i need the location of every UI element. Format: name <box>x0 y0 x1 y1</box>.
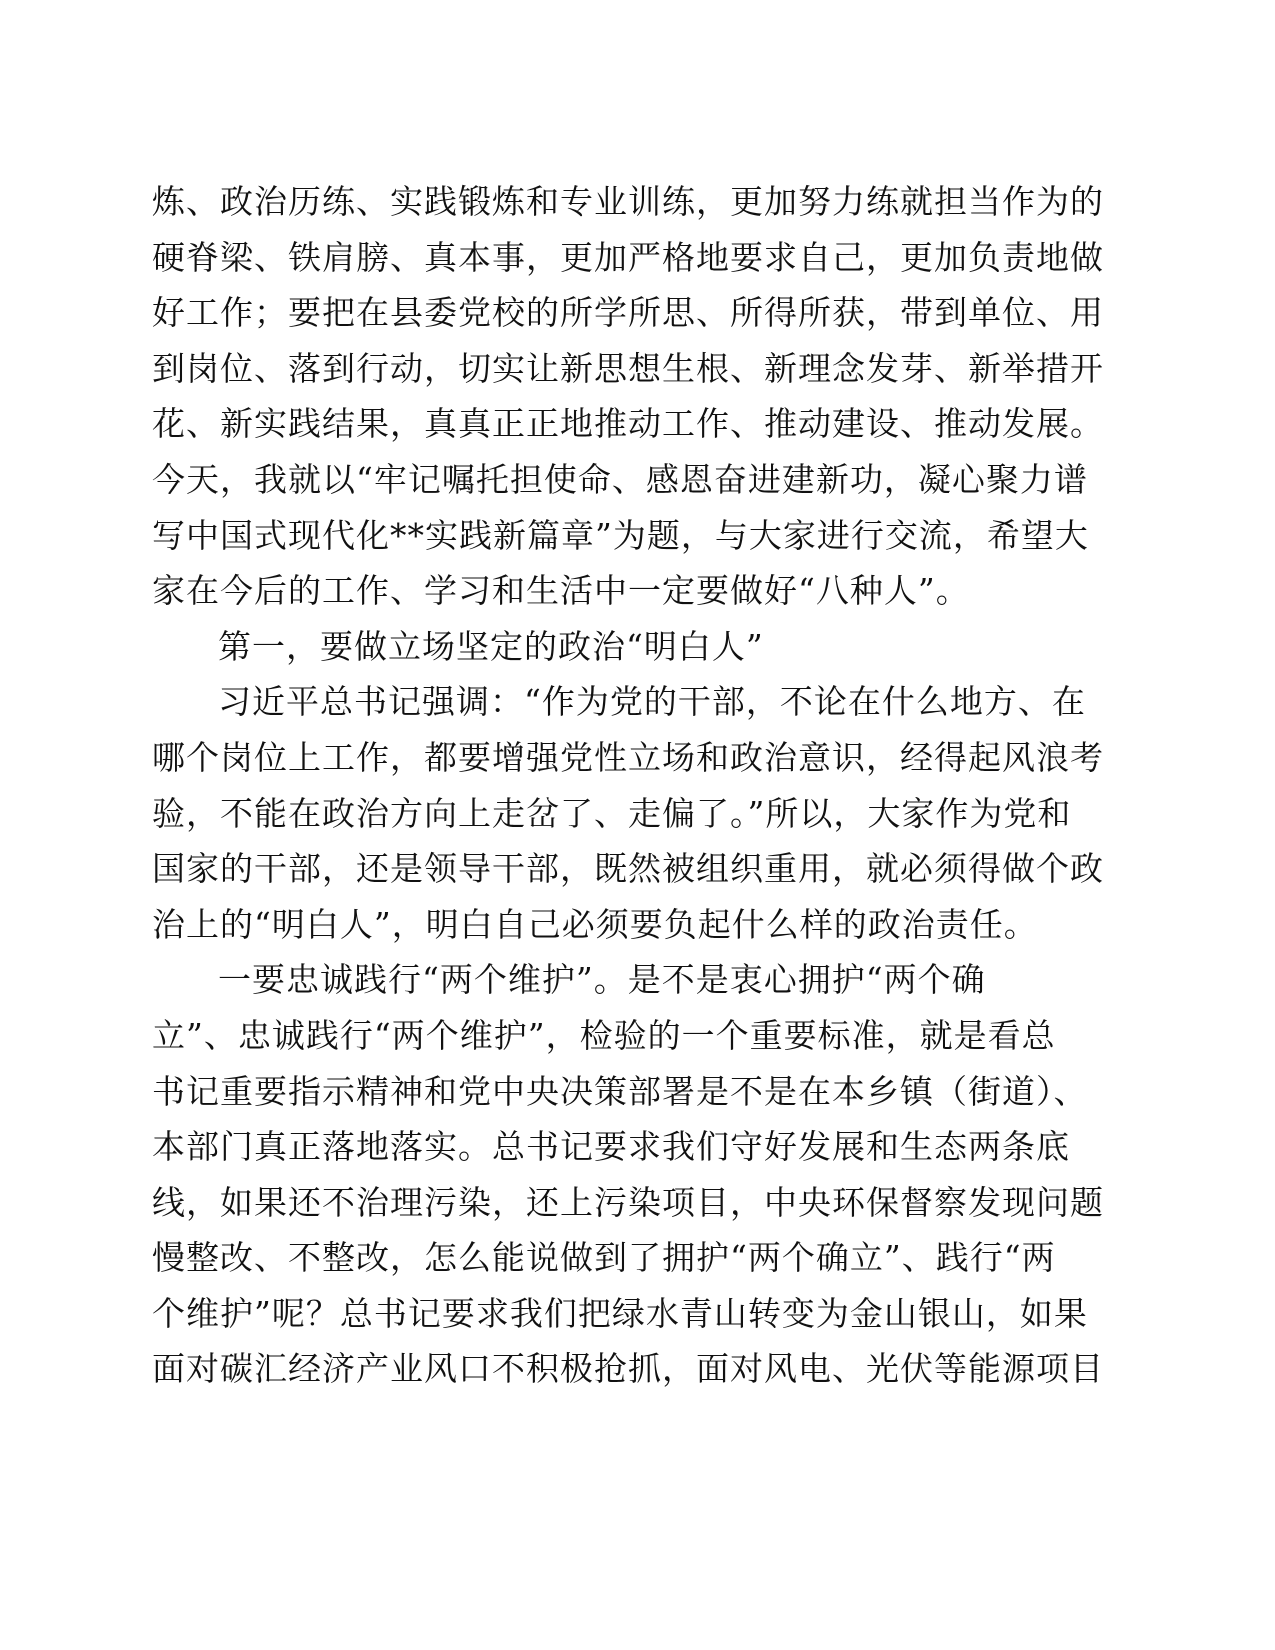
section-heading: 第一，要做立场坚定的政治“明白人” <box>218 626 764 666</box>
text-line: 国家的干部，还是领导干部，既然被组织重用，就必须得做个政 <box>152 849 1104 889</box>
text-line: 本部门真正落地落实。总书记要求我们守好发展和生态两条底 <box>152 1127 1070 1167</box>
text-line: 慢整改、不整改，怎么能说做到了拥护“两个确立”、践行“两 <box>152 1238 1056 1278</box>
text-line: 治上的“明白人”，明白自己必须要负起什么样的政治责任。 <box>152 904 1038 944</box>
text-line: 好工作；要把在县委党校的所学所思、所得所获，带到单位、用 <box>152 293 1104 333</box>
text-line: 验，不能在政治方向上走岔了、走偏了。”所以，大家作为党和 <box>152 793 1072 833</box>
text-line: 今天，我就以“牢记嘱托担使命、感恩奋进建新功，凝心聚力谱 <box>152 459 1088 499</box>
text-line: 书记重要指示精神和党中央决策部署是不是在本乡镇（街道）、 <box>152 1071 1088 1111</box>
text-line: 写中国式现代化**实践新篇章”为题，与大家进行交流，希望大 <box>152 515 1089 555</box>
text-line: 线，如果还不治理污染，还上污染项目，中央环保督察发现问题 <box>152 1182 1104 1222</box>
text-line: 花、新实践结果，真真正正地推动工作、推动建设、推动发展。 <box>152 404 1104 444</box>
text-line: 家在今后的工作、学习和生活中一定要做好“八种人”。 <box>152 571 970 611</box>
text-line: 面对碳汇经济产业风口不积极抢抓，面对风电、光伏等能源项目 <box>152 1349 1104 1389</box>
text-line: 硬脊梁、铁肩膀、真本事，更加严格地要求自己，更加负责地做 <box>152 237 1104 277</box>
text-line: 一要忠诚践行“两个维护”。是不是衷心拥护“两个确 <box>218 960 986 1000</box>
text-line: 到岗位、落到行动，切实让新思想生根、新理念发芽、新举措开 <box>152 348 1104 388</box>
text-line: 哪个岗位上工作，都要增强党性立场和政治意识，经得起风浪考 <box>152 737 1104 777</box>
text-line: 立”、忠诚践行“两个维护”，检验的一个重要标准，就是看总 <box>152 1015 1056 1055</box>
text-line: 炼、政治历练、实践锻炼和专业训练，更加努力练就担当作为的 <box>152 182 1104 221</box>
text-line: 个维护”呢？总书记要求我们把绿水青山转变为金山银山，如果 <box>152 1293 1088 1333</box>
text-line: 习近平总书记强调：“作为党的干部，不论在什么地方、在 <box>218 682 1086 722</box>
body-text <box>152 174 1104 1397</box>
